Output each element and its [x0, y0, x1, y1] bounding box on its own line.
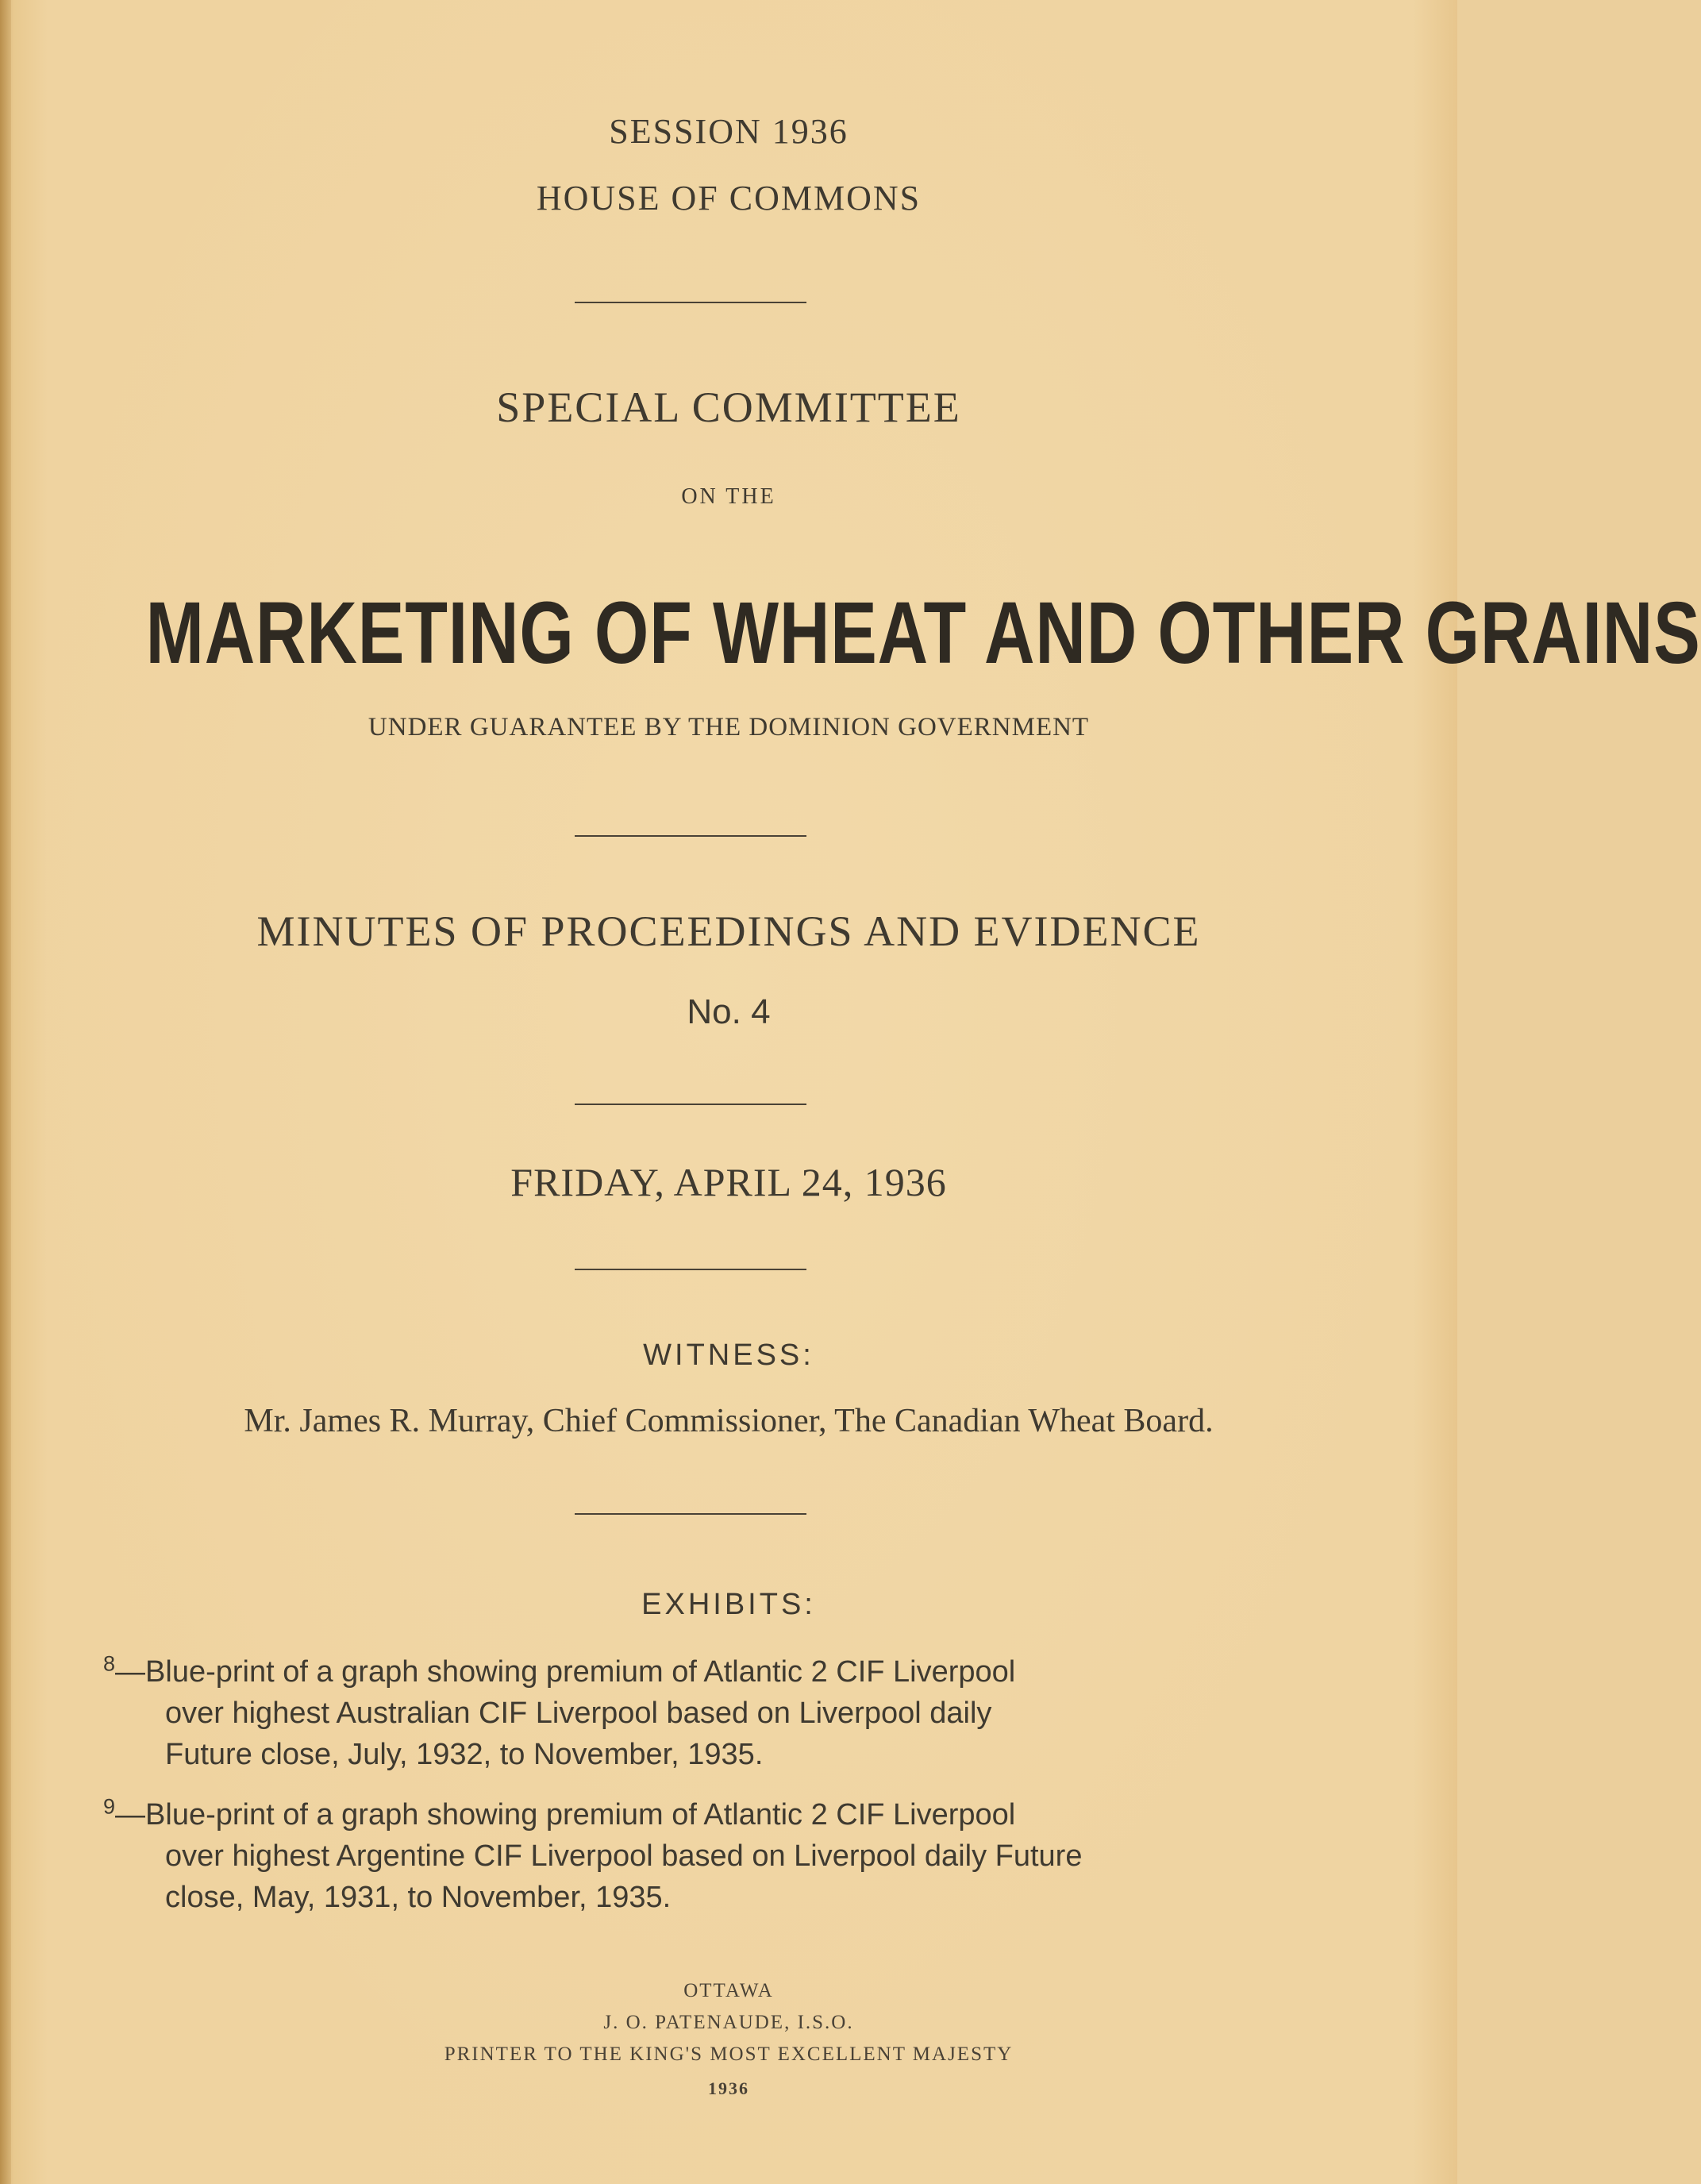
binding-edge [0, 0, 11, 2184]
exhibit-line: $^8$—Blue-print of a graph showing premium of Atlantic 2 CIF Liverpool [103, 1651, 1016, 1689]
imprint-city: OTTAWA [683, 1980, 774, 2001]
witness-label: WITNESS: [643, 1339, 814, 1372]
session-line: SESSION 1936 [609, 112, 849, 151]
meeting-date: FRIDAY, APRIL 24, 1936 [510, 1160, 947, 1204]
on-the-line: ON THE [681, 484, 776, 509]
imprint-printer-title: PRINTER TO THE KING'S MOST EXCELLENT MAJESTY [444, 2043, 1014, 2065]
minutes-heading: MINUTES OF PROCEEDINGS AND EVIDENCE [256, 907, 1201, 955]
exhibits-label: EXHIBITS: [641, 1588, 816, 1621]
exhibit-number: 9 [103, 1794, 116, 1819]
imprint-printer: J. O. PATENAUDE, I.S.O. [603, 2012, 854, 2033]
divider-rule [575, 835, 806, 837]
divider-rule [575, 302, 806, 303]
divider-rule [575, 1104, 806, 1105]
exhibit-line: $^9$—Blue-print of a graph showing premium of Atlantic 2 CIF Liverpool [103, 1794, 1016, 1832]
exhibit-line: over highest Argentine CIF Liverpool based on Liverpool daily Future [165, 1839, 1083, 1873]
witness-text: Mr. James R. Murray, Chief Commissioner, The Canadian Wheat Board. [244, 1403, 1214, 1439]
imprint-year: 1936 [708, 2078, 749, 2098]
exhibit-line: over highest Australian CIF Liverpool based on Liverpool daily [165, 1697, 992, 1730]
committee-title: SPECIAL COMMITTEE [496, 383, 961, 431]
issue-number: No. 4 [687, 992, 771, 1031]
exhibit-item [103, 1794, 1294, 1918]
subtitle: UNDER GUARANTEE BY THE DOMINION GOVERNMENT [368, 713, 1090, 741]
main-title: MARKETING OF WHEAT AND OTHER GRAINS [145, 584, 1701, 682]
exhibit-item [103, 1651, 1294, 1775]
exhibit-line: Future close, July, 1932, to November, 1935. [165, 1738, 764, 1771]
exhibit-line: close, May, 1931, to November, 1935. [165, 1881, 672, 1914]
house-line: HOUSE OF COMMONS [536, 179, 922, 218]
divider-rule [575, 1513, 806, 1515]
divider-rule [575, 1269, 806, 1270]
exhibit-number: 8 [103, 1651, 116, 1676]
